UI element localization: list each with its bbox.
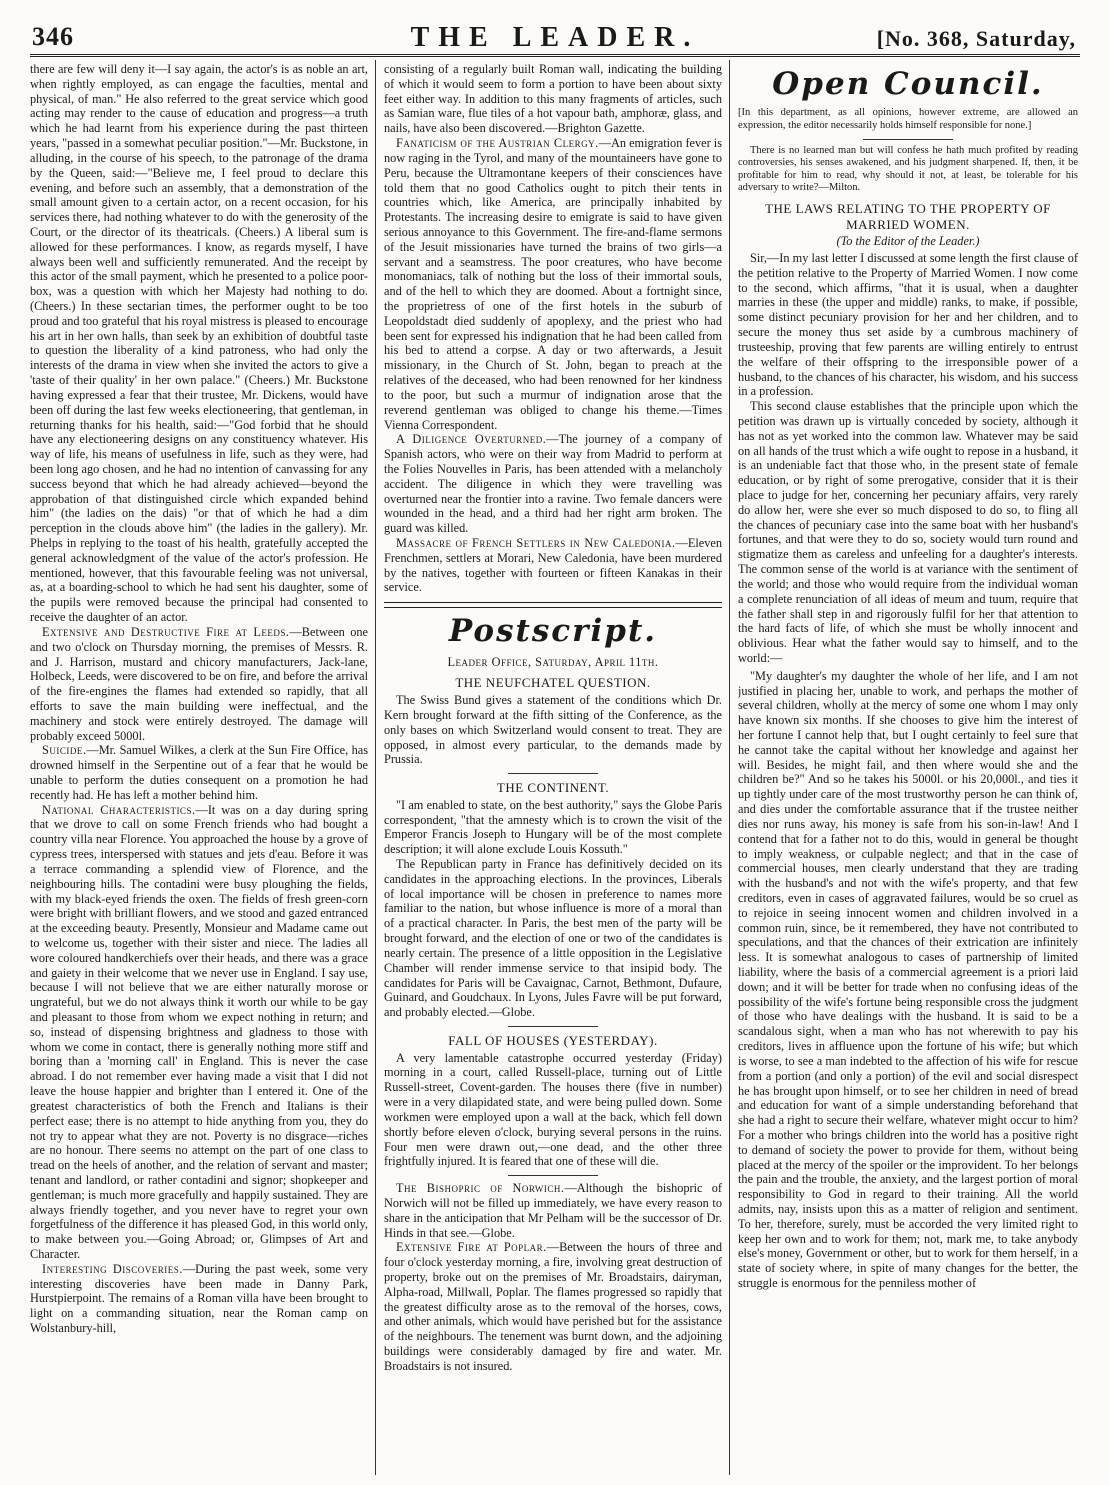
item-body: —It was on a day during spring that we drove to call on some French friends who had bought a country villa near Florence. You approached the house by a grove of cypress trees, interspersed with statues and jets d'eau. Before it was a terrace commanding a splendid view of Florence, and the neighbouring hills. The contadini were busy ploughing the fields, with my black-eyed friends the oxen. The fields of fresh green-corn were bright with brilliant flowers, and we stood and gazed entranced at the exceeding beauty. Presently, Monsieur and Madame came out to welcome us, together with their sister and niece. The ladies all wore coloured handkerchiefs over their heads, and there was a grace and gaiety in their welcome that we never use in England. I say use, because I will not believe that we are either naturally morose or ungrateful, but we do not always think it worth our while to be gay and pleasant to those from whom we expect nothing in return; and so, instead of dispensing brightness and gladness to those with whom we come in contact, there is generally nothing more stiff and boring than a 'morning call' in England. This is never the case abroad. I do not remember ever having made a visit that I did not leave the house happier and brighter than I entered it. One of the greatest characteristics of both the French and Italians is their perfect ease; there is no attempt to hide anything from you, they do not try to appear what they are not. Poverty is no disgrace—riches are no honour. There seems no attempt on the part of one class to tread on the heels of another, and the relation of servant and master; tenant and landlord, or rather contadini and signor; shopkeeper and gentleman; is much more gracefully and happily sustained. They are always friendly together, and you never have to regret your own forgetfulness of the difference it has pleased God, in this world only, to make between you.—Going Abroad; or, Glimpses of Art and Character.: [30, 802, 368, 1261]
item-body: —During the past week, some very interesting discoveries have been made in Danny Park, Hurstpierpoint. The remains of a Roman villa have been brought to light on a commanding situation, near the Roman camp on Wolstanbury-hill,: [30, 1261, 368, 1336]
news-item-suicide: [30, 743, 368, 802]
news-item-diligence: [384, 432, 722, 536]
item-body: —Between one and two o'clock on Thursday morning, the premises of Messrs. R. and J. Harrison, mustard and chicory manufacturers, Jack-lane, Holbeck, Leeds, were discovered to be on fire, and before the arrival of the fire-engines the flames had extended so rapidly, that all efforts to save the main building were ineffectual, and the machinery and stock were entirely destroyed. The damage will probably exceed 5000l.: [30, 624, 368, 743]
news-item-massacre: [384, 536, 722, 595]
open-council-title: Open Council.: [772, 66, 1044, 102]
continent-heading: THE CONTINENT.: [496, 780, 610, 796]
item-lead: Interesting Discoveries.: [42, 1261, 183, 1276]
section-divider: [384, 602, 722, 608]
item-lead: The Bishopric of Norwich.: [396, 1181, 565, 1196]
item-body: —Between the hours of three and four o'clock yesterday morning, a fire, involving great destruction of property, broke out on the premises of Mr. Broadstairs, dairyman, Alpha-road, Millwall, Poplar. The flames progressed so rapidly that the greatest difficulty arose as to the removal of the horses, cows, and other animals, which would have perished but for the assistance of the neighbours. The tenement was burnt down, and the adjoining buildings were considerably damaged by fire and water. Mr. Broadstairs is not insured.: [384, 1240, 722, 1373]
news-item-fanaticism: [384, 136, 722, 432]
news-item-bishopric: [384, 1181, 722, 1240]
letter-paragraph: This second clause establishes that the principle upon which the petition was drawn up is virtually conceded by society, although it has not as yet worked into the common law. Whatever may be said on all hands of the trust which a wife ought to repose in a husband, it is an undeniable fact that those who, in the present state of female education, or by right of some prerogative, consider that it is their place to judge for her, concerning her pecuniary affairs, very rarely do allow her, were she ever so much disposed to do so, to fling all the chances of pecuniary case into the same boat with her husband's fortunes, and that were they to do so, society would turn round and stigmatize them as careless and unfeeling for a daughter's interests. The common sense of the world is at variance with the sentiment of the world; and those who would require from the individual woman a complete renunciation of all ideas of meum and tuum, require that the father shall step in and rigorously fulfil for her that attention to the hard facts of life, of which she must be wholly innocent and oblivious. Hear what the father would say to himself, and to the world:—: [738, 399, 1078, 665]
column-3: [738, 62, 1078, 1472]
column-rule: [729, 60, 730, 1475]
article-continuation: consisting of a regularly built Roman wall, indicating the building of which it would seem to form a portion to have been about sixty feet either way. In addition to this many fragments of articles, such as Samian ware, flue tiles of a hot vapour bath, amphoræ, glass, and nails, have also been discovered.—Brighton Gazette.: [384, 62, 722, 136]
news-item-national: [30, 803, 368, 1262]
letter-quote: "My daughter's my daughter the whole of her life, and I am not justified in placing her, unable to work, and perhaps the mother of several children, wholly at the mercy of some one whom I may only have known six months. If she chooses to give him the interest of her fortune I cannot help that, but I ought certainly to feel sure that he cannot take the capital without her knowledge and against her will. Besides, he might fail, and then where would she and the children be?" And so he takes his 5000l. or his 20,000l., and ties it up tightly under care of the most trustworthy person he can think of, and dies under the comfortable assurance that if the trustee neither dies nor runs away, his money is safe from his son-in-law! And I contend that for a father not to do this, would in general be thought to imply weakness, or culpable neglect; and that in the case of commercial houses, men clearly understand that they are trading with the husband's and not with the wife's property, and that few creditors, even in cases of aggravated failures, would be so cruel as to rejoice in seeing innocent women and children involved in a common ruin, since, be it remembered, they have not contributed to speculations, and that the chances of their extrication are infinitely less. It is somewhat analogous to cases of partnership of limited liability, where the basis of a commercial agreement is a priori laid down; and it will be better for trade when no confusing ideas of the possibility of the wife's fortune being responsible cross the judgment of those who have dealings with the husband. It is said to be a scandalous sight, when a man who has not wherewith to pay his creditors, lives in affluence upon the fortune of his wife; but which is worse, to see a man indebted to the affection of his wife for rescue from a portion (and only a portion) of the evil and social disrespect he has brought upon himself, or to see her children in need of bread and education for want of a simple understanding beforehand that she had a right to secure their welfare, whatever might occur to him? For a mother who brings children into the world has a positive right to demand of society the power to provide for them, without being placed at the mercy of the spoiler or the improvident. To her belongs the pain and the trouble, the anxiety, and the largest portion of moral responsibility to God in regard to their training. All the world admits, nay, insists upon this as a matter of religion and sentiment. To her, therefore, surely, must be accorded the very limited right to keep her own and to work for them; not, mark me, to take anybody else's money, Government or other, but to work for them herself, in a state of society where, in spite of many changes for the better, the struggle is enormous for the penniless mother of: [738, 668, 1078, 1291]
neufchatel-body: The Swiss Bund gives a statement of the conditions which Dr. Kern brought forward at the fifth sitting of the Conference, as the only bases on which Switzerland would consent to treat. They are opposed, in almost every particular, to the demands made by Prussia.: [384, 693, 722, 767]
letter-paragraph: Sir,—In my last letter I discussed at some length the first clause of the petition relative to the Property of Married Women. I now come to the second, which affirms, "that it is usual, when a daughter marries in these (the upper and middle) ranks, to make, if possible, some distinct pecuniary provision for her and her children, and to secure the money thus set aside by a cumbrous machinery of trusteeship, proving that few parents are willing entirely to entrust the welfare of their offspring to the irresponsible power of a husband, to the chances of his character, his wisdom, and his success in a profession.: [738, 251, 1078, 399]
neufchatel-heading: THE NEUFCHATEL QUESTION.: [455, 675, 651, 691]
item-body: —An emigration fever is now raging in the Tyrol, and many of the mountaineers have gone to Peru, because the Ultramontane keepers of their consciences have told them that no good Catholics ought to pitch their tents in countries which, like America, are principally inhabited by Protestants. The increasing desire to emigrate is said to have given serious annoyance to this Government. The fire-and-flame sermons of the Jesuit missionaries have turned the brains of two girls—a servant and a seamstress. The poor creatures, who have become monomaniacs, talk of nothing but the loss of their immortal souls, and of the hell to which they are doomed. About a fortnight since, the proprietress of one of the first hotels in the suburb of Leopoldstadt died suddenly of apoplexy, and the priest who had been sent for expressed his indignation that he had been called from his bed to attend a corpse. A day or two afterwards, a Jesuit missionary, in the Church of St. John, began to preach at the relatives of the deceased, who had been renowned for her kindness to the poor, but such a murmur of indignation arose that the reverend gentleman was obliged to change his theme.—Times Vienna Correspondent.: [384, 136, 722, 432]
item-body: —The journey of a company of Spanish actors, who were on their way from Madrid to perform at the Folies Nouvelles in Paris, has been attended with a melancholy accident. The diligence in which they were travelling was overturned near the frontier into a ravine. Two female dancers were wounded in the head, and a third had her right arm broken. The guard was killed.: [384, 432, 722, 536]
short-rule: [863, 139, 953, 140]
item-lead: Massacre of French Settlers in New Caledonia.: [396, 536, 676, 550]
masthead: [30, 22, 1080, 57]
laws-heading: THE LAWS RELATING TO THE PROPERTY OF MARRIED WOMEN.: [765, 200, 1051, 232]
news-item-discoveries: [30, 1262, 368, 1336]
article-continuation: there are few will deny it—I say again, the actor's is as noble an art, when rightly employed, as can engage the faculties, mental and physical, of man." He also referred to the great service which good acting may render to the cause of education and progress—a truth which he had learnt from his experience during the past thirteen years, "passed in a somewhat peculiar position."—Mr. Buckstone, in alluding, in the course of his speech, to the patronage of the drama by the Queen, said:—"Believe me, I feel proud to declare this evening, and before such an assembly, that a demonstration of the small amount given to a certain actor, on a recent occasion, for his services there, had nothing whatever to do with the generosity of the Court, or the director of its theatricals. (Cheers.) A liberal sum is allowed for these performances. I know, as regards myself, I have always been well and sufficiently remunerated. And the receipt by this actor of the small payment, which he presented to a police poor-box, was a question with which her Majesty had nothing to do. (Cheers.) In these sectarian times, the performer ought to be too proud and too grateful that his royal mistress is pleased to encourage his art in her own halls, than seek by an exhibition of doubtful taste to question the liberality of a kind patroness, who had only the interests of the drama in view when she invited the actors to give a 'taste of their quality' in her own palace." (Cheers.) Mr. Buckstone having expressed a fear that their trustee, Mr. Dickens, would have been off during the last few weeks electioneering, that gentleman, in returning thanks for his health, said:—"God forbid that he should have any electioneering designs on any constituency whatever. His way of life, his means of usefulness in life, such as they were, had been long ago chosen, and he had no intention of canvassing for any success beyond that which he had already achieved—beyond the approbation of that distinguished circle which expanded behind him" (the ladies on the dais) "or that of which he had a dim perception in the clouds above him" (the ladies in the gallery). Mr. Phelps in replying to the toast of his health, gratefully accepted the general acknowledgment of the value of the actor's profession. He mentioned, however, that this favourable feeling was not universal, as, at a boarding-school to which he had sent his daughter, some of the pupils were removed because the principal had consented to receive the daughter of an actor.: [30, 62, 368, 625]
news-item-leeds-fire: [30, 625, 368, 744]
column-2: [384, 62, 722, 1472]
fall-heading: FALL OF HOUSES (YESTERDAY).: [448, 1032, 658, 1048]
item-lead: Suicide.: [42, 743, 87, 758]
item-lead: Extensive and Destructive Fire at Leeds.: [42, 624, 290, 639]
column-1: [30, 62, 368, 1472]
column-rule: [375, 60, 376, 1475]
short-rule: [508, 1026, 598, 1027]
newspaper-title: THE LEADER.: [410, 22, 700, 53]
postscript-title: Postscript.: [448, 613, 658, 650]
item-lead: A Diligence Overturned.: [396, 432, 547, 447]
laws-subheading: (To the Editor of the Leader.): [836, 234, 980, 249]
item-body: —Mr. Samuel Wilkes, a clerk at the Sun Fire Office, has drowned himself in the Serpentine out of a fear that he would be unable to perform the duties consequent on a promotion he had recently had. He has left a mother behind him.: [30, 743, 368, 802]
milton-quote: There is no learned man but will confess he hath much profited by reading controversies, his senses awakened, and his judgment sharpened. If, then, it be profitable for him to read, why should it not, at least, be tolerable for his adversary to write?—Milton.: [738, 144, 1078, 194]
office-dateline: Leader Office, Saturday, April 11th.: [447, 654, 659, 669]
editorial-disclaimer: [In this department, as all opinions, however extreme, are allowed an expression, the editor necessarily holds himself responsible for none.]: [738, 107, 1078, 131]
news-item-poplar-fire: [384, 1240, 722, 1373]
issue-number: [No. 368, Saturday,: [876, 26, 1076, 51]
short-rule: [508, 773, 598, 774]
item-lead: Extensive Fire at Poplar.: [396, 1240, 547, 1255]
item-body: —Eleven Frenchmen, settlers at Morari, New Caledonia, have been murdered by the natives, together with fourteen or fifteen Kanakas in their service.: [384, 536, 722, 595]
continent-paragraph: "I am enabled to state, on the best authority," says the Globe Paris correspondent, "that the amnesty which is to crown the visit of the Emperor Francis Joseph to Hungary will be of the most complete description; it will alone exclude Louis Kossuth.": [384, 797, 722, 857]
short-rule: [508, 1175, 598, 1176]
item-lead: Fanaticism of the Austrian Clergy.: [396, 136, 599, 151]
fall-body: A very lamentable catastrophe occurred yesterday (Friday) morning in a court, called Russell-place, turning out of Little Russell-street, Covent-garden. The houses there (five in number) were in a very dilapidated state, and were being pulled down. Some workmen were employed upon a wall at the back, which fell down shortly before eleven o'clock, burying several persons in the ruins. Four men were drawn out,—one dead, and the other three frightfully injured. It is feared that one of these will die.: [384, 1050, 722, 1169]
page-number: 346: [32, 22, 74, 51]
item-lead: National Characteristics.: [42, 802, 196, 817]
item-body: —Although the bishopric of Norwich will not be filled up immediately, we have every reason to share in the anticipation that Mr Pelham will be the successor of Dr. Hinds in that see.—Globe.: [384, 1181, 722, 1240]
continent-paragraph: The Republican party in France has definitively decided on its candidates in the approaching elections. In the provinces, Liberals of local importance will be chosen in preference to names more familiar to the nation, but whose influence is more of a moral than of a practical character. In Paris, the best men of the party will be brought forward, and the election of one or two of the candidates is nearly certain. The presence of a little opposition in the Legislative Chamber will render immense service to that insipid body. The candidates for Paris will be Cavaignac, Carnot, Bethmont, Dufaure, Guinard, and Goudchaux. In Lyons, Jules Favre will be put forward, and probably elected.—Globe.: [384, 857, 722, 1020]
